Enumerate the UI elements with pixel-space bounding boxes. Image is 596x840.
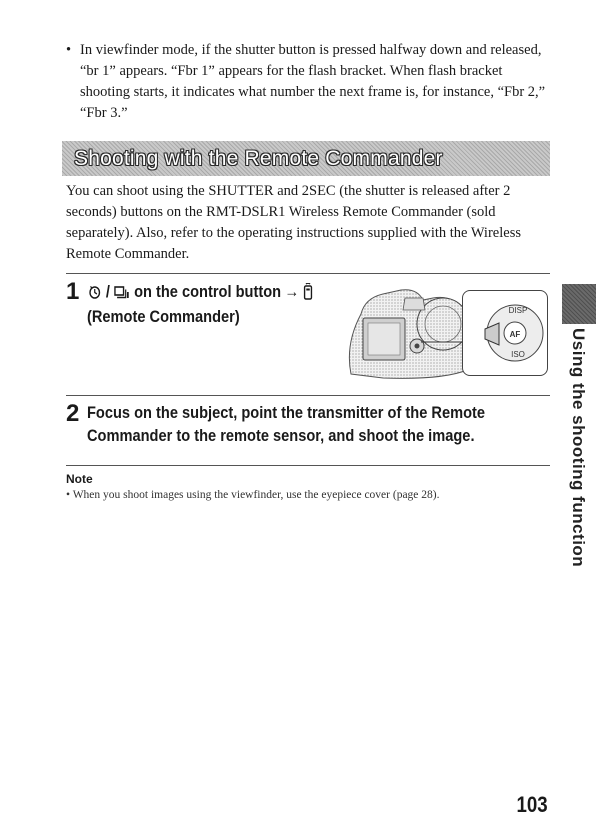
step-1-separator: / [105, 282, 110, 301]
dial-top-label: DISP [508, 306, 528, 315]
dial-bottom-label: ISO [511, 350, 525, 359]
step-1-arrow: → [284, 282, 300, 301]
step-1-line-2: (Remote Commander) [87, 307, 240, 326]
bullet: • [66, 42, 72, 58]
step-2-text [87, 401, 485, 447]
remote-commander-icon [303, 283, 313, 301]
camera-illustration [343, 284, 471, 382]
self-timer-icon [87, 284, 102, 300]
step-1-instruction: on the control button [134, 282, 282, 301]
note-text [66, 488, 546, 503]
note-label: Note [66, 472, 93, 486]
step-2-line-1: Focus on the subject, point the transmitter of the Remote [87, 403, 486, 422]
page-number: 103 [516, 792, 548, 817]
divider [66, 465, 550, 466]
chapter-tab-marker [562, 284, 596, 324]
section-title: Shooting with the Remote Commander [74, 147, 443, 170]
control-button-callout [462, 290, 548, 376]
note-body: When you shoot images using the viewfinder, use the eyepiece cover (page 28). [72, 489, 440, 501]
drive-mode-icon [113, 284, 130, 300]
divider [66, 273, 550, 274]
divider [66, 395, 550, 396]
intro-text: In viewfinder mode, if the shutter button is pressed halfway down and released, “br 1” appears. “Fbr 1” appears for the flash bracket. When flash bracket shooting starts, it indicates what number the next frame is, for instance, “Fbr 2,” “Fbr 3.” [80, 42, 546, 121]
chapter-title: Using the shooting function [569, 328, 588, 568]
control-dial-diagram [463, 291, 547, 375]
step-2-number: 2 [66, 400, 80, 427]
note-bullet: • [66, 489, 71, 501]
section-body: You can shoot using the SHUTTER and 2SEC (the shutter is released after 2 seconds) buttons on the RMT-DSLR1 Wireless Remote Commander (sold separately). Also, refer to the operating instructions supplied with the Wireless Remote Commander. [66, 183, 521, 262]
pointer-arrow-icon [485, 323, 499, 345]
step-2-line-2: Commander to the remote sensor, and shoot the image. [87, 426, 475, 445]
step-1-number: 1 [66, 278, 80, 305]
dial-center-label: AF [509, 330, 521, 339]
step-1-line-1 [87, 280, 313, 303]
chapter-tab-label [560, 328, 596, 568]
intro-paragraph [66, 40, 546, 124]
